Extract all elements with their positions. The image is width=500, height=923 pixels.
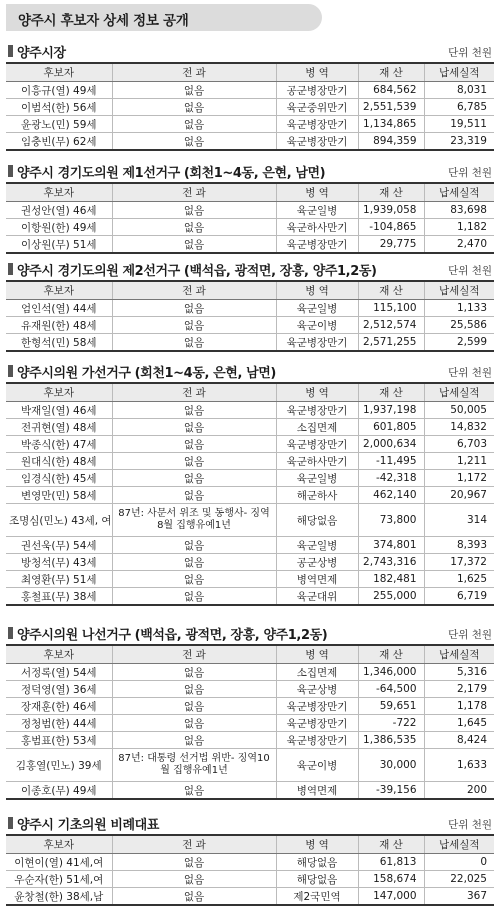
cell-name: 권성안(열) 46세 — [6, 202, 112, 219]
cell-name: 전귀현(열) 48세 — [6, 419, 112, 436]
cell-record: 없음 — [112, 732, 276, 749]
section — [6, 40, 494, 151]
column-header-record: 전 과 — [112, 63, 276, 82]
column-header-military: 병 역 — [276, 835, 358, 854]
table-header-row — [6, 835, 494, 854]
cell-assets: 1,386,535 — [358, 732, 424, 749]
section-header — [6, 258, 494, 280]
cell-tax: 314 — [424, 504, 494, 537]
cell-record: 없음 — [112, 854, 276, 871]
table-row — [6, 99, 494, 116]
table-header-row — [6, 383, 494, 402]
column-header-military: 병 역 — [276, 383, 358, 402]
section-title: 양주시의원 나선거구 (백석읍, 광적면, 장흥, 양주1,2동) — [17, 628, 328, 643]
cell-assets: 601,805 — [358, 419, 424, 436]
cell-name: 이항원(한) 49세 — [6, 219, 112, 236]
candidate-table — [6, 182, 494, 254]
column-header-record: 전 과 — [112, 281, 276, 300]
candidate-table — [6, 280, 494, 352]
column-header-name: 후보자 — [6, 63, 112, 82]
cell-tax: 23,319 — [424, 133, 494, 151]
cell-military: 육군일병 — [276, 202, 358, 219]
cell-military: 공군상병 — [276, 554, 358, 571]
cell-military: 육군병장만기 — [276, 402, 358, 419]
cell-name: 홍범표(한) 53세 — [6, 732, 112, 749]
table-row — [6, 537, 494, 554]
table-row — [6, 453, 494, 470]
unit-label: 단위 천원 — [448, 629, 492, 641]
cell-record: 없음 — [112, 202, 276, 219]
table-row — [6, 317, 494, 334]
cell-assets: 1,937,198 — [358, 402, 424, 419]
column-header-tax: 납세실적 — [424, 383, 494, 402]
cell-assets: 1,939,058 — [358, 202, 424, 219]
cell-tax: 22,025 — [424, 871, 494, 888]
cell-assets: 1,134,865 — [358, 116, 424, 133]
cell-military: 육군하사만기 — [276, 453, 358, 470]
cell-record: 없음 — [112, 537, 276, 554]
cell-military: 육군병장만기 — [276, 698, 358, 715]
column-header-tax: 납세실적 — [424, 183, 494, 202]
cell-assets: 61,813 — [358, 854, 424, 871]
cell-tax: 2,599 — [424, 334, 494, 352]
cell-military: 해당없음 — [276, 504, 358, 537]
cell-tax: 14,832 — [424, 419, 494, 436]
cell-assets: 2,512,574 — [358, 317, 424, 334]
section-marker — [8, 365, 13, 377]
cell-record: 없음 — [112, 554, 276, 571]
cell-military: 제2국민역 — [276, 888, 358, 906]
table-row — [6, 571, 494, 588]
cell-name: 장재훈(한) 46세 — [6, 698, 112, 715]
cell-military: 해당없음 — [276, 854, 358, 871]
cell-record: 없음 — [112, 99, 276, 116]
cell-tax: 1,633 — [424, 749, 494, 782]
cell-name: 윤광노(민) 59세 — [6, 116, 112, 133]
cell-name: 정청범(한) 44세 — [6, 715, 112, 732]
cell-military: 육군이병 — [276, 317, 358, 334]
section-marker — [8, 627, 13, 639]
unit-label: 단위 천원 — [448, 819, 492, 831]
cell-tax: 367 — [424, 888, 494, 906]
cell-military: 육군병장만기 — [276, 116, 358, 133]
cell-assets: 73,800 — [358, 504, 424, 537]
cell-record: 없음 — [112, 334, 276, 352]
column-header-assets: 재 산 — [358, 645, 424, 664]
cell-assets: 462,140 — [358, 487, 424, 504]
section-header — [6, 360, 494, 382]
cell-record: 없음 — [112, 453, 276, 470]
table-row — [6, 715, 494, 732]
cell-name: 원대식(한) 48세 — [6, 453, 112, 470]
cell-assets: -42,318 — [358, 470, 424, 487]
cell-name: 우순자(한) 51세,여 — [6, 871, 112, 888]
cell-assets: 255,000 — [358, 588, 424, 606]
section-title: 양주시의원 가선거구 (회천1~4동, 은현, 남면) — [17, 366, 276, 381]
table-row — [6, 334, 494, 352]
cell-assets: 29,775 — [358, 236, 424, 254]
unit-label: 단위 천원 — [448, 47, 492, 59]
cell-name: 변영만(민) 58세 — [6, 487, 112, 504]
cell-record: 87년: 대통령 선거법 위반- 징역10월 집행유예1년 — [112, 749, 276, 782]
cell-record: 없음 — [112, 571, 276, 588]
table-row — [6, 487, 494, 504]
section — [6, 622, 494, 800]
candidate-table — [6, 62, 494, 151]
cell-name: 이현이(열) 41세,여 — [6, 854, 112, 871]
cell-assets: 374,801 — [358, 537, 424, 554]
cell-tax: 6,703 — [424, 436, 494, 453]
cell-name: 최영환(무) 51세 — [6, 571, 112, 588]
table-header-row — [6, 645, 494, 664]
column-header-name: 후보자 — [6, 645, 112, 664]
cell-name: 조명심(민노) 43세, 여 — [6, 504, 112, 537]
cell-name: 임충빈(무) 62세 — [20, 135, 97, 148]
cell-record: 없음 — [112, 871, 276, 888]
section-title: 양주시장 — [17, 46, 66, 61]
table-row — [6, 133, 494, 151]
cell-military: 육군일병 — [276, 300, 358, 317]
section-title: 양주시 경기도의원 제1선거구 (회천1~4동, 은현, 남면) — [17, 166, 326, 181]
section — [6, 360, 494, 606]
column-header-name: 후보자 — [6, 183, 112, 202]
section-marker — [8, 263, 13, 275]
table-row — [6, 681, 494, 698]
cell-tax: 1,172 — [424, 470, 494, 487]
cell-assets: 30,000 — [358, 749, 424, 782]
column-header-record: 전 과 — [112, 835, 276, 854]
table-row — [6, 854, 494, 871]
cell-military: 육군상병 — [276, 681, 358, 698]
cell-name: 윤창철(한) 38세,남 — [14, 890, 104, 903]
section-marker — [8, 165, 13, 177]
cell-military: 병역면제 — [276, 782, 358, 800]
cell-record: 없음 — [112, 470, 276, 487]
cell-tax: 1,645 — [424, 715, 494, 732]
cell-tax: 1,133 — [424, 300, 494, 317]
cell-tax: 1,211 — [424, 453, 494, 470]
cell-record: 없음 — [112, 317, 276, 334]
section-header — [6, 160, 494, 182]
cell-name: 박재일(열) 46세 — [6, 402, 112, 419]
unit-label: 단위 천원 — [448, 265, 492, 277]
section-marker — [8, 817, 13, 829]
cell-name: 이상원(무) 51세 — [20, 238, 97, 251]
cell-name: 엄인석(열) 44세 — [6, 300, 112, 317]
column-header-name: 후보자 — [6, 281, 112, 300]
cell-record: 없음 — [112, 436, 276, 453]
cell-record: 없음 — [112, 487, 276, 504]
cell-tax: 50,005 — [424, 402, 494, 419]
table-row — [6, 782, 494, 800]
table-row — [6, 82, 494, 99]
table-row — [6, 871, 494, 888]
candidate-table — [6, 644, 494, 800]
cell-name: 임경식(한) 45세 — [6, 470, 112, 487]
table-header-row — [6, 183, 494, 202]
table-row — [6, 300, 494, 317]
cell-assets: 2,571,255 — [358, 334, 424, 352]
column-header-tax: 납세실적 — [424, 63, 494, 82]
cell-military: 육군일병 — [276, 537, 358, 554]
cell-military: 육군병장만기 — [276, 715, 358, 732]
cell-name: 이흥규(열) 49세 — [6, 82, 112, 99]
cell-name: 권선욱(무) 54세 — [6, 537, 112, 554]
cell-assets: 2,551,539 — [358, 99, 424, 116]
cell-assets: -722 — [358, 715, 424, 732]
column-header-military: 병 역 — [276, 63, 358, 82]
column-header-assets: 재 산 — [358, 383, 424, 402]
unit-label: 단위 천원 — [448, 167, 492, 179]
cell-record: 없음 — [112, 236, 276, 254]
table-row — [6, 732, 494, 749]
candidate-table — [6, 834, 494, 906]
cell-assets: -64,500 — [358, 681, 424, 698]
unit-label: 단위 천원 — [448, 367, 492, 379]
cell-record: 없음 — [112, 402, 276, 419]
cell-record: 없음 — [112, 116, 276, 133]
cell-record: 없음 — [112, 419, 276, 436]
section — [6, 812, 494, 906]
cell-military: 육군병장만기 — [276, 334, 358, 352]
cell-record: 없음 — [112, 664, 276, 681]
candidate-table — [6, 382, 494, 606]
cell-record: 없음 — [112, 133, 276, 151]
column-header-tax: 납세실적 — [424, 835, 494, 854]
cell-assets: 158,674 — [358, 871, 424, 888]
cell-assets: 2,743,316 — [358, 554, 424, 571]
table-row — [6, 116, 494, 133]
cell-record: 없음 — [112, 219, 276, 236]
column-header-military: 병 역 — [276, 281, 358, 300]
cell-tax: 0 — [424, 854, 494, 871]
cell-tax: 1,182 — [424, 219, 494, 236]
cell-assets: 1,346,000 — [358, 664, 424, 681]
column-header-record: 전 과 — [112, 383, 276, 402]
cell-name: 이범석(한) 56세 — [6, 99, 112, 116]
cell-tax: 6,719 — [424, 588, 494, 606]
table-row — [6, 749, 494, 782]
table-row — [6, 419, 494, 436]
page-title: 양주시 후보자 상세 정보 공개 — [18, 13, 189, 29]
cell-record: 없음 — [112, 82, 276, 99]
column-header-assets: 재 산 — [358, 281, 424, 300]
column-header-record: 전 과 — [112, 645, 276, 664]
cell-military: 육군병장만기 — [276, 732, 358, 749]
cell-name: 박종식(한) 47세 — [6, 436, 112, 453]
column-header-military: 병 역 — [276, 183, 358, 202]
table-row — [6, 698, 494, 715]
cell-military: 병역면제 — [276, 571, 358, 588]
cell-assets: 59,651 — [358, 698, 424, 715]
cell-tax: 6,785 — [424, 99, 494, 116]
cell-tax: 8,393 — [424, 537, 494, 554]
cell-assets: 894,359 — [358, 133, 424, 151]
cell-military: 육군대위 — [276, 588, 358, 606]
cell-military: 육군병장만기 — [276, 133, 358, 151]
column-header-tax: 납세실적 — [424, 645, 494, 664]
cell-military: 육군이병 — [276, 749, 358, 782]
column-header-assets: 재 산 — [358, 835, 424, 854]
cell-military: 해군하사 — [276, 487, 358, 504]
cell-name: 김홍열(민노) 39세 — [6, 749, 112, 782]
section-header — [6, 812, 494, 834]
cell-tax: 17,372 — [424, 554, 494, 571]
cell-assets: -104,865 — [358, 219, 424, 236]
section-title: 양주시 기초의원 비례대표 — [17, 818, 159, 833]
cell-tax: 83,698 — [424, 202, 494, 219]
cell-tax: 2,470 — [424, 236, 494, 254]
cell-military: 육군일병 — [276, 470, 358, 487]
table-header-row — [6, 281, 494, 300]
cell-military: 해당없음 — [276, 871, 358, 888]
table-row — [6, 588, 494, 606]
section-header — [6, 40, 494, 62]
table-row — [6, 470, 494, 487]
section — [6, 160, 494, 254]
cell-military: 공군병장만기 — [276, 82, 358, 99]
cell-tax: 2,179 — [424, 681, 494, 698]
table-row — [6, 888, 494, 906]
column-header-military: 병 역 — [276, 645, 358, 664]
table-row — [6, 554, 494, 571]
column-header-name: 후보자 — [6, 835, 112, 854]
cell-record: 없음 — [112, 715, 276, 732]
cell-name: 서정록(열) 54세 — [6, 664, 112, 681]
cell-military: 육군병장만기 — [276, 436, 358, 453]
cell-assets: -11,495 — [358, 453, 424, 470]
cell-tax: 200 — [424, 782, 494, 800]
cell-assets: 115,100 — [358, 300, 424, 317]
cell-tax: 5,316 — [424, 664, 494, 681]
table-row — [6, 236, 494, 254]
cell-record: 없음 — [112, 888, 276, 906]
table-row — [6, 219, 494, 236]
section — [6, 258, 494, 352]
cell-record: 없음 — [112, 681, 276, 698]
cell-military: 육군중위만기 — [276, 99, 358, 116]
cell-name: 이종호(무) 49세 — [20, 784, 97, 797]
cell-tax: 8,424 — [424, 732, 494, 749]
cell-tax: 8,031 — [424, 82, 494, 99]
cell-tax: 1,178 — [424, 698, 494, 715]
section-header — [6, 622, 494, 644]
section-title: 양주시 경기도의원 제2선거구 (백석읍, 광적면, 장흥, 양주1,2동) — [17, 264, 377, 279]
cell-assets: 684,562 — [358, 82, 424, 99]
table-header-row — [6, 63, 494, 82]
cell-name: 방청석(무) 43세 — [6, 554, 112, 571]
cell-record: 없음 — [112, 300, 276, 317]
column-header-name: 후보자 — [6, 383, 112, 402]
cell-record: 없음 — [112, 588, 276, 606]
cell-military: 육군병장만기 — [276, 236, 358, 254]
cell-name: 유재원(한) 48세 — [6, 317, 112, 334]
cell-military: 육군하사만기 — [276, 219, 358, 236]
cell-tax: 25,586 — [424, 317, 494, 334]
table-row — [6, 202, 494, 219]
cell-assets: 2,000,634 — [358, 436, 424, 453]
cell-tax: 1,625 — [424, 571, 494, 588]
page-title-bar — [6, 4, 322, 31]
cell-name: 정덕영(열) 36세 — [6, 681, 112, 698]
column-header-assets: 재 산 — [358, 63, 424, 82]
column-header-assets: 재 산 — [358, 183, 424, 202]
column-header-record: 전 과 — [112, 183, 276, 202]
cell-name: 홍철표(무) 38세 — [20, 590, 97, 603]
cell-name: 한형석(민) 58세 — [20, 336, 97, 349]
cell-assets: 147,000 — [358, 888, 424, 906]
table-row — [6, 436, 494, 453]
cell-assets: -39,156 — [358, 782, 424, 800]
table-row — [6, 664, 494, 681]
cell-military: 소집면제 — [276, 419, 358, 436]
table-row — [6, 504, 494, 537]
column-header-tax: 납세실적 — [424, 281, 494, 300]
table-row — [6, 402, 494, 419]
cell-tax: 20,967 — [424, 487, 494, 504]
cell-record: 없음 — [112, 782, 276, 800]
section-marker — [8, 45, 13, 57]
cell-record: 없음 — [112, 698, 276, 715]
cell-record: 87년: 사문서 위조 및 동행사- 징역 8월 집행유예1년 — [112, 504, 276, 537]
cell-assets: 182,481 — [358, 571, 424, 588]
cell-tax: 19,511 — [424, 116, 494, 133]
cell-military: 소집면제 — [276, 664, 358, 681]
